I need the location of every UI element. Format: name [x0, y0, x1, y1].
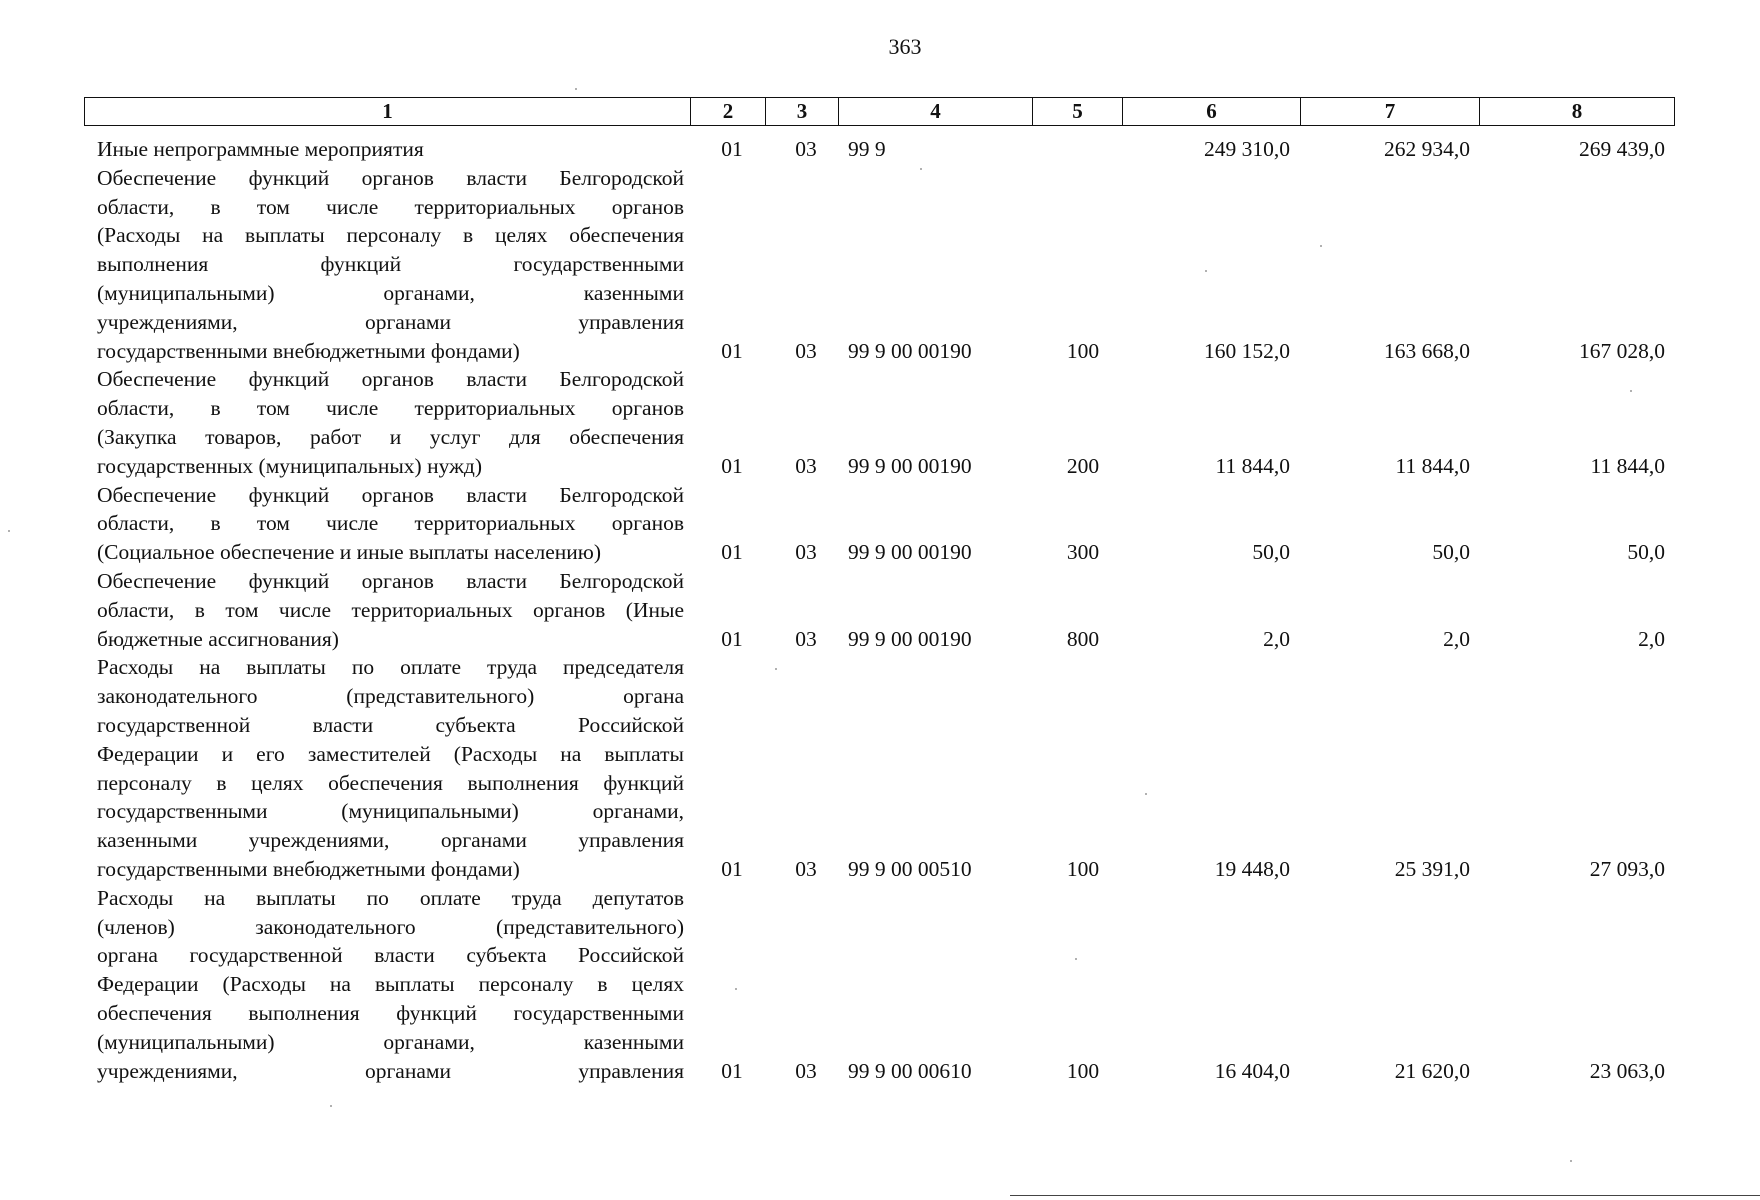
description-line: органа государственной власти субъекта Российской — [97, 943, 684, 968]
description-line: государственными внебюджетными фондами) — [97, 856, 520, 881]
cell-col-2: 01 — [721, 137, 743, 161]
row-description — [97, 653, 684, 883]
cell-col-8: 269 439,0 — [1579, 137, 1665, 161]
description-line: Иные непрограммные мероприятия — [97, 137, 424, 161]
scan-speck — [1630, 390, 1632, 392]
description-line: Расходы на выплаты по оплате труда председателя — [97, 655, 684, 680]
description-line: государственными внебюджетными фондами) — [97, 338, 520, 363]
cell-col-5: 300 — [1066, 540, 1100, 565]
cell-col-7: 11 844,0 — [1395, 453, 1470, 478]
cell-col-7: 163 668,0 — [1384, 338, 1470, 363]
cell-col-6: 50,0 — [1252, 540, 1290, 565]
cell-col-3: 03 — [795, 856, 817, 881]
table-row — [0, 481, 1760, 567]
description-line: государственной власти субъекта Российской — [97, 712, 684, 737]
table-row — [0, 567, 1760, 653]
scan-speck — [1145, 793, 1147, 795]
cell-col-8: 2,0 — [1638, 626, 1665, 651]
description-line: области, в том числе территориальных органов — [97, 194, 684, 219]
cell-col-7: 262 934,0 — [1384, 137, 1470, 161]
cell-col-6: 160 152,0 — [1204, 338, 1290, 363]
description-line: обеспечения выполнения функций государственными — [97, 1000, 684, 1025]
cell-col-5: 100 — [1066, 1058, 1100, 1083]
description-line: (Закупка товаров, работ и услуг для обеспечения — [97, 424, 684, 449]
row-description — [97, 164, 684, 366]
description-line: (муниципальными) органами, казенными — [97, 1029, 684, 1054]
column-header-3: 3 — [766, 98, 839, 126]
description-line: персоналу в целях обеспечения выполнения функций — [97, 770, 684, 795]
description-line: Обеспечение функций органов власти Белгородской — [97, 165, 684, 190]
cell-col-2: 01 — [721, 540, 743, 565]
cell-col-6: 16 404,0 — [1214, 1058, 1290, 1083]
description-line: учреждениями, органами управления — [97, 1058, 684, 1083]
scan-speck — [775, 668, 777, 670]
table-row — [0, 365, 1760, 480]
description-line: Расходы на выплаты по оплате труда депутатов — [97, 885, 684, 910]
cell-col-5: 100 — [1066, 856, 1100, 881]
description-line: Обеспечение функций органов власти Белгородской — [97, 367, 684, 392]
scan-speck — [330, 1105, 332, 1107]
table-row — [0, 164, 1760, 366]
row-description — [97, 365, 684, 480]
scan-speck — [8, 530, 10, 532]
cell-col-2: 01 — [721, 453, 743, 478]
description-line: области, в том числе территориальных органов — [97, 396, 684, 421]
cell-col-8: 27 093,0 — [1589, 856, 1665, 881]
scan-speck — [1205, 270, 1207, 272]
cell-col-3: 03 — [795, 540, 817, 565]
table-row — [0, 653, 1760, 883]
cell-col-3: 03 — [795, 338, 817, 363]
description-line: (членов) законодательного (представительного) — [97, 914, 684, 939]
scan-speck — [735, 988, 737, 990]
column-header-row — [85, 98, 1675, 126]
description-line: (Социальное обеспечение и иные выплаты населению) — [97, 540, 601, 565]
cell-col-4: 99 9 00 00190 — [848, 626, 972, 651]
cell-col-4: 99 9 00 00190 — [848, 338, 972, 363]
description-line: Федерации и его заместителей (Расходы на выплаты — [97, 741, 684, 766]
description-line: законодательного (представительного) органа — [97, 684, 684, 709]
footer-rule — [1010, 1195, 1760, 1196]
description-line: выполнения функций государственными — [97, 252, 684, 277]
cell-col-6: 11 844,0 — [1215, 453, 1290, 478]
cell-col-3: 03 — [795, 1058, 817, 1083]
description-line: государственных (муниципальных) нужд) — [97, 453, 483, 478]
cell-col-3: 03 — [795, 137, 817, 161]
cell-col-3: 03 — [795, 626, 817, 651]
cell-col-4: 99 9 00 00610 — [848, 1058, 972, 1083]
description-line: (муниципальными) органами, казенными — [97, 280, 684, 305]
row-description — [97, 884, 684, 1086]
table-row — [0, 884, 1760, 1086]
table-row — [0, 135, 1760, 164]
row-description — [97, 481, 684, 567]
description-line: учреждениями, органами управления — [97, 309, 684, 334]
column-header-5: 5 — [1033, 98, 1123, 126]
description-line: области, в том числе территориальных органов — [97, 511, 684, 536]
description-line: области, в том числе территориальных органов (Иные — [97, 597, 684, 622]
column-header-2: 2 — [691, 98, 766, 126]
row-description — [97, 567, 684, 653]
cell-col-6: 2,0 — [1263, 626, 1290, 651]
column-header-6: 6 — [1123, 98, 1301, 126]
column-header-7: 7 — [1301, 98, 1480, 126]
scan-speck — [1320, 245, 1322, 247]
row-description — [97, 135, 684, 164]
cell-col-6: 249 310,0 — [1204, 137, 1290, 161]
description-line: Федерации (Расходы на выплаты персоналу в целях — [97, 972, 684, 997]
scan-speck — [1075, 958, 1077, 960]
cell-col-5: 200 — [1066, 453, 1100, 478]
column-header-1: 1 — [85, 98, 691, 126]
cell-col-4: 99 9 00 00190 — [848, 453, 972, 478]
scan-speck — [1570, 1160, 1572, 1162]
cell-col-2: 01 — [721, 338, 743, 363]
column-header-4: 4 — [839, 98, 1033, 126]
page-number: 363 — [888, 34, 922, 59]
cell-col-2: 01 — [721, 856, 743, 881]
column-header-table — [84, 97, 1675, 126]
description-line: Обеспечение функций органов власти Белгородской — [97, 569, 684, 593]
cell-col-2: 01 — [721, 626, 743, 651]
description-line: казенными учреждениями, органами управления — [97, 828, 684, 853]
cell-col-8: 50,0 — [1627, 540, 1665, 565]
description-line: государственными (муниципальными) органами, — [97, 799, 684, 824]
cell-col-5: 100 — [1066, 338, 1100, 363]
cell-col-7: 50,0 — [1432, 540, 1470, 565]
cell-col-2: 01 — [721, 1058, 743, 1083]
cell-col-4: 99 9 00 00190 — [848, 540, 972, 565]
cell-col-6: 19 448,0 — [1214, 856, 1290, 881]
column-header-8: 8 — [1480, 98, 1675, 126]
cell-col-7: 25 391,0 — [1394, 856, 1470, 881]
cell-col-4: 99 9 — [848, 137, 886, 161]
scan-speck — [920, 168, 922, 170]
description-line: Обеспечение функций органов власти Белгородской — [97, 482, 684, 507]
cell-col-5: 800 — [1066, 626, 1100, 651]
cell-col-7: 21 620,0 — [1394, 1058, 1470, 1083]
cell-col-8: 11 844,0 — [1590, 453, 1665, 478]
scan-speck — [575, 88, 577, 90]
cell-col-8: 23 063,0 — [1589, 1058, 1665, 1083]
description-line: (Расходы на выплаты персоналу в целях обеспечения — [97, 223, 684, 248]
cell-col-4: 99 9 00 00510 — [848, 856, 972, 881]
cell-col-3: 03 — [795, 453, 817, 478]
cell-col-7: 2,0 — [1443, 626, 1470, 651]
description-line: бюджетные ассигнования) — [97, 626, 339, 651]
cell-col-8: 167 028,0 — [1579, 338, 1665, 363]
